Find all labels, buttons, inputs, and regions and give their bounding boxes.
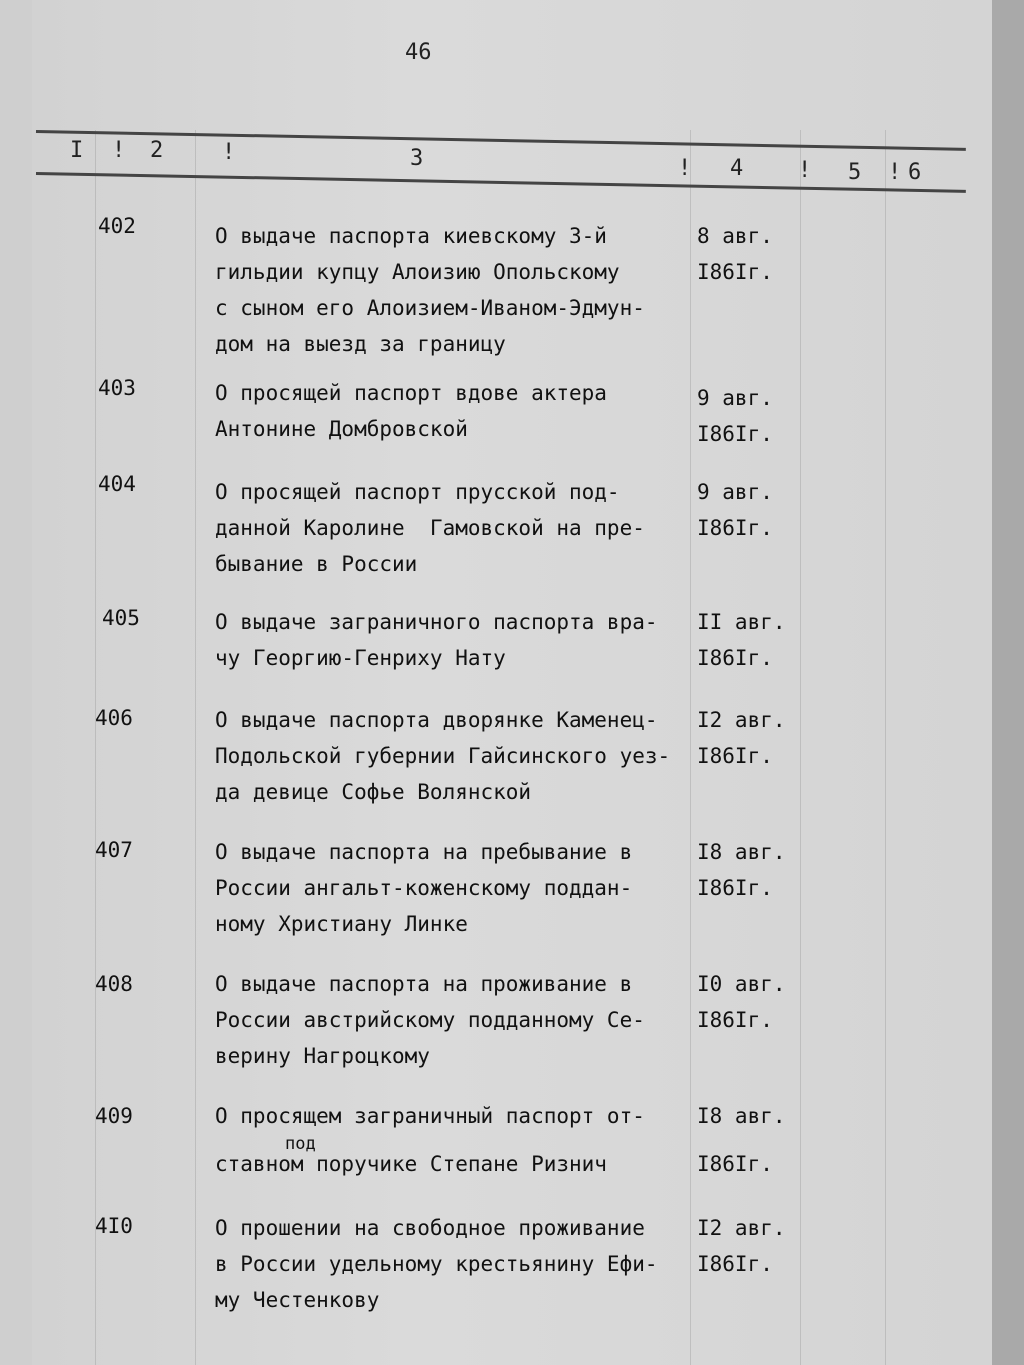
record-title: О выдаче паспорта на пребывание в России ангальт-коженскому поддан- ному Христиану Линке [215, 840, 633, 936]
header-col-3: 3 [410, 146, 424, 171]
record-number: 406 [95, 706, 133, 730]
record-title: О просящей паспорт вдове актера Антонине Домбровской [215, 381, 607, 441]
header-col-2: 2 [150, 138, 164, 163]
record-date: 9 авг. I86Iг. [697, 386, 773, 446]
page-edge-shadow [992, 0, 1024, 1365]
record-number: 403 [98, 376, 136, 400]
record-number: 404 [98, 472, 136, 496]
handwritten-insert: под [285, 1134, 316, 1154]
record-date: 8 авг. I86Iг. [697, 224, 773, 284]
record-number: 408 [95, 972, 133, 996]
record-title: О выдаче паспорта дворянке Каменец- Подольской губернии Гайсинского уез- да девице Софье Волянской [215, 708, 671, 804]
record-title: О просящем заграничный паспорт от- ставном поручике Степане Ризнич [215, 1104, 645, 1176]
adjacent-page-edge [0, 0, 34, 1365]
header-separator: ! [222, 140, 236, 165]
column-rule [885, 130, 886, 1365]
header-col-1: I [70, 138, 84, 163]
record-date: I8 авг. I86Iг. [697, 840, 786, 900]
header-col-6: 6 [908, 160, 922, 185]
header-separator: ! [798, 158, 812, 183]
record-date: I2 авг. I86Iг. [697, 708, 786, 768]
record-title: О просящей паспорт прусской под- данной Каролине Гамовской на пре- бывание в России [215, 480, 645, 576]
record-number: 4I0 [95, 1214, 133, 1238]
header-separator: ! [112, 138, 126, 163]
record-title: О выдаче паспорта киевскому 3-й гильдии купцу Алоизию Опольскому с сыном его Алоизием-Иваном-Эдмун- дом на выезд за границу [215, 224, 645, 356]
record-date: I8 авг. I86Iг. [697, 1104, 786, 1176]
header-col-5: 5 [848, 160, 862, 185]
record-number: 402 [98, 214, 136, 238]
record-number: 405 [102, 606, 140, 630]
page-number: 46 [405, 40, 432, 65]
record-date: I2 авг. I86Iг. [697, 1216, 786, 1276]
record-date: I0 авг. I86Iг. [697, 972, 786, 1032]
header-separator: ! [678, 156, 692, 181]
record-date: II авг. I86Iг. [697, 610, 786, 670]
column-rule [95, 130, 96, 1365]
record-title: О выдаче заграничного паспорта вра- чу Георгию-Генриху Нату [215, 610, 658, 670]
record-title: О прошении на свободное проживание в России удельному крестьянину Ефи- му Честенкову [215, 1216, 658, 1312]
record-number: 409 [95, 1104, 133, 1128]
header-col-4: 4 [730, 156, 744, 181]
record-number: 407 [95, 838, 133, 862]
header-separator: ! [888, 160, 902, 185]
column-rule [800, 130, 801, 1365]
record-date: 9 авг. I86Iг. [697, 480, 773, 540]
record-title: О выдаче паспорта на проживание в России австрийскому подданному Се- верину Нагроцкому [215, 972, 645, 1068]
column-rule [195, 130, 196, 1365]
